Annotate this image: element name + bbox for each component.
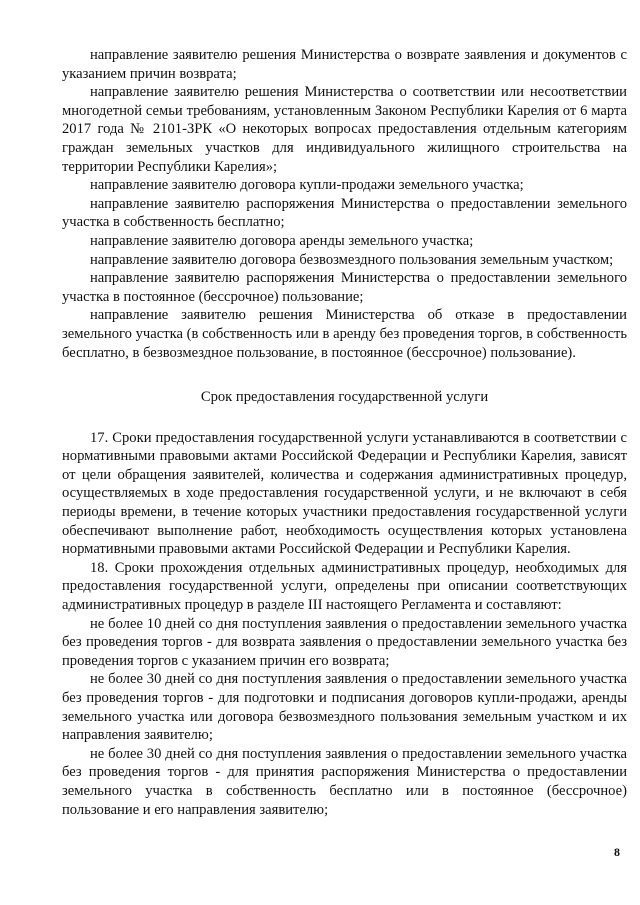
page-number: 8 (614, 845, 620, 859)
paragraph-refusal-decision: направление заявителю решения Министерства об отказе в предоставлении земельного участка (в собственность или в аренду без проведения торгов, в собственность бесплатно, в безвозмездное пользование, в постоянное (бессрочное) пользование). (62, 307, 627, 361)
paragraph-free-ownership-order: направление заявителю распоряжения Министерства о предоставлении земельного участка в собственность бесплатно; (62, 195, 627, 231)
paragraph-17: 17. Сроки предоставления государственной услуги устанавливаются в соответствии с нормативными правовыми актами Российской Федерации и Республики Карелия, зависят от цели обращения заявителей, количества и содержания административных процедур, осуществляемых в ходе предоставления государственной услуги, и не включают в себя периоды времени, в течение которых участники предоставления государственной услуги обеспечивают выполнение работ, необходимость осуществления которых установлена нормативными правовыми актами Российской Федерации и Республики Карелия. (62, 429, 627, 558)
paragraph-permanent-use-order: направление заявителю распоряжения Министерства о предоставлении земельного участка в постоянное (бессрочное) пользование; (62, 270, 627, 305)
paragraph-30-days-contracts: не более 30 дней со дня поступления заявления о предоставлении земельного участка без проведения торгов - для подготовки и подписания договоров купли-продажи, аренды земельного участка или договора безвозмездного пользования земельным участком и их направления заявителю; (62, 671, 627, 744)
section-heading: Срок предоставления государственной услуги (200, 389, 489, 406)
document-body (62, 46, 627, 819)
paragraph-lease-contract: направление заявителю договора аренды земельного участка; (90, 232, 474, 249)
paragraph-sale-contract: направление заявителю договора купли-продажи земельного участка; (90, 177, 524, 194)
paragraph-10-days: не более 10 дней со дня поступления заявления о предоставлении земельного участка без проведения торгов - для возврата заявления о предоставлении земельного участка без проведения торгов с указанием причин его возврата; (62, 615, 627, 669)
paragraph-18: 18. Сроки прохождения отдельных административных процедур, необходимых для предоставления государственной услуги, определены при описании соответствующих административных процедур в разделе III настоящего Регламента и составляют: (62, 559, 627, 614)
paragraph-return-decision: направление заявителю решения Министерства о возврате заявления и документов с указанием причин возврата; (62, 47, 627, 82)
paragraph-30-days-order: не более 30 дней со дня поступления заявления о предоставлении земельного участка без проведения торгов - для принятия распоряжения Министерства о предоставлении земельного участка в собственность бесплатно или в постоянное (бессрочное) пользование и его направления заявителю; (62, 745, 627, 818)
paragraph-large-family-decision: направление заявителю решения Министерства о соответствии или несоответствии многодетной семьи требованиям, установленным Законом Республики Карелия от 6 марта 2017 года № 2101-ЗРК «О некоторых вопросах предоставления отдельным категориям граждан земельных участков для индивидуального жилищного строительства на территории Республики Карелия»; (62, 84, 627, 175)
paragraph-free-use-contract: направление заявителю договора безвозмездного пользования земельным участком; (90, 251, 614, 268)
